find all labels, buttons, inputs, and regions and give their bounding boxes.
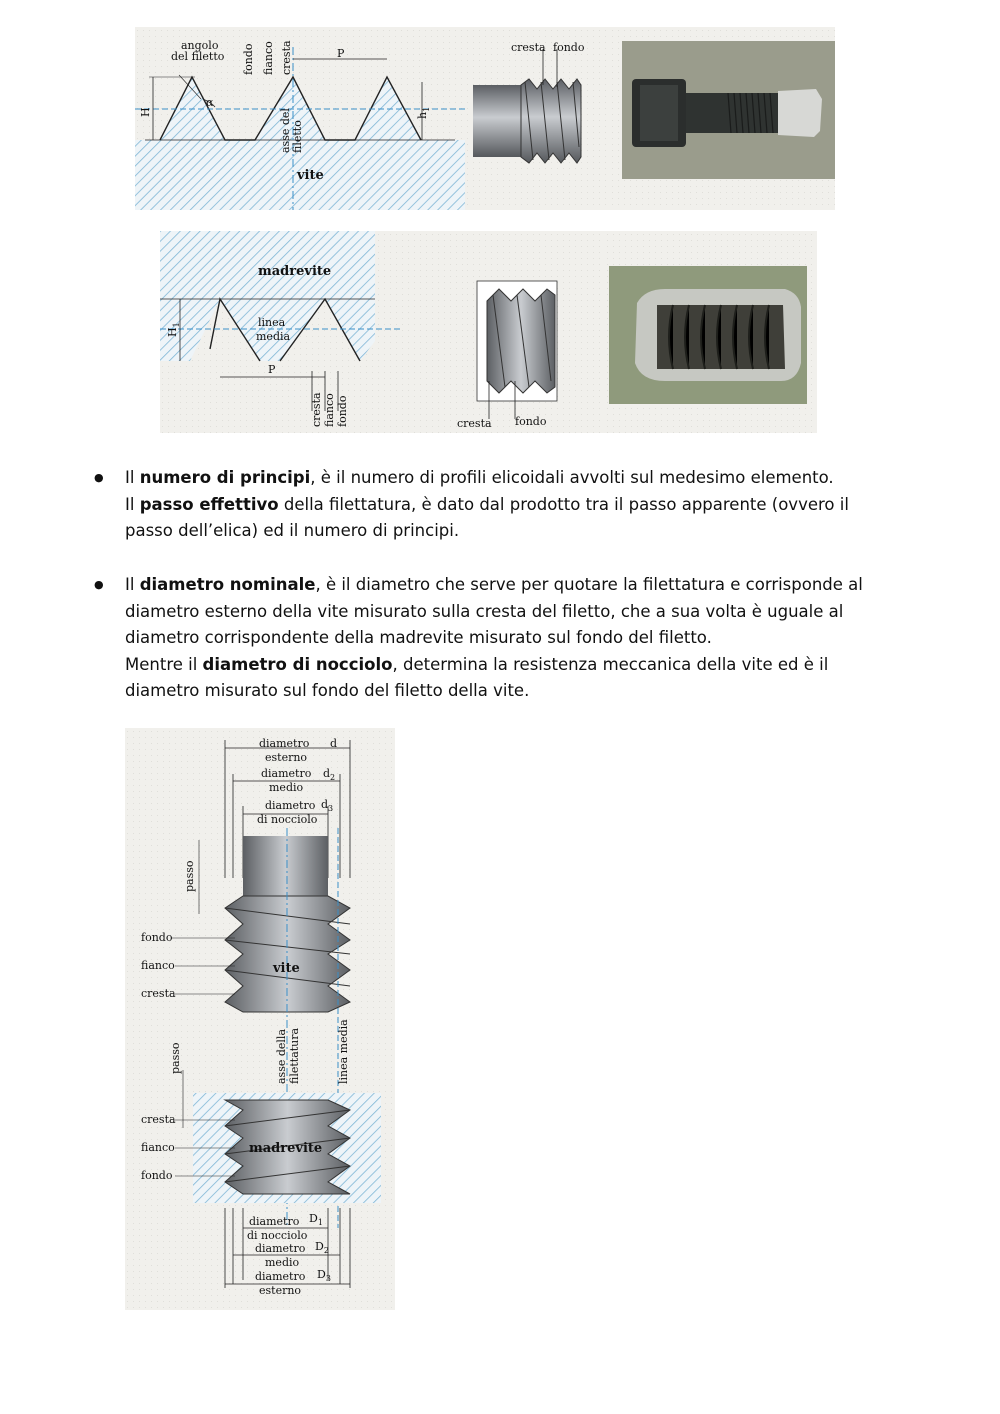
diametro-nocciolo-label-2: di nocciolo bbox=[257, 813, 318, 826]
axis-label-line2: filetto bbox=[291, 120, 304, 153]
text: Il bbox=[125, 468, 140, 487]
term-passo-effettivo: passo effettivo bbox=[139, 494, 279, 514]
diametro-D3-label: diametro bbox=[255, 1270, 306, 1283]
fondo-label: fondo bbox=[141, 931, 173, 944]
h1-label: $h_1$ bbox=[416, 106, 431, 119]
nut-photo bbox=[605, 231, 817, 433]
passo-label-2: passo bbox=[169, 1042, 182, 1074]
term-diametro-nominale: diametro nominale bbox=[139, 575, 316, 594]
cresta-label-2: cresta bbox=[141, 1113, 176, 1126]
madrevite-label: madrevite bbox=[258, 264, 332, 279]
fondo-label-2: fondo bbox=[141, 1169, 173, 1182]
axis-label-line1: asse del bbox=[279, 108, 292, 153]
fianco-label: fianco bbox=[262, 41, 275, 75]
symbol-d3: $d_3$ bbox=[321, 798, 334, 813]
thread-rod-illustration bbox=[465, 27, 610, 210]
symbol-d: d bbox=[330, 737, 338, 750]
diametro-esterno-label-2: esterno bbox=[265, 751, 308, 764]
bolt-photo bbox=[610, 27, 835, 210]
thread-profile-diagram bbox=[135, 27, 465, 210]
linea-label: linea bbox=[258, 316, 286, 329]
cresta-label: cresta bbox=[280, 40, 293, 75]
height-label: H bbox=[139, 107, 152, 117]
diametro-D3-label-2: esterno bbox=[259, 1284, 302, 1297]
text: , è il numero di profili elicoidali avvolti sul medesimo elemento. bbox=[310, 468, 834, 487]
linea-media-label: linea media bbox=[337, 1019, 350, 1084]
text: Il bbox=[125, 575, 140, 594]
alpha-symbol: α bbox=[206, 96, 214, 109]
nut-profile-diagram bbox=[160, 231, 465, 433]
passo-label: passo bbox=[183, 860, 196, 892]
cresta-label: cresta bbox=[141, 987, 176, 1000]
h1-label: $H_1$ bbox=[166, 322, 181, 337]
angle-label-line1: angolo bbox=[181, 39, 219, 52]
diametro-D2-label-2: medio bbox=[265, 1256, 300, 1269]
fianco-label: fianco bbox=[141, 959, 175, 972]
fianco-label: fianco bbox=[323, 393, 336, 427]
diametro-D1-label-2: di nocciolo bbox=[247, 1229, 308, 1242]
diametro-nocciolo-label: diametro bbox=[265, 799, 316, 812]
fondo-label: fondo bbox=[336, 395, 349, 427]
madrevite-label: madrevite bbox=[249, 1141, 323, 1156]
bullet-marker: ● bbox=[94, 471, 104, 484]
fondo-label: fondo bbox=[242, 43, 255, 75]
bullet-diametro-nominale bbox=[96, 572, 896, 705]
text: , è il diametro che serve per quotare la filettatura e corrisponde al diametro esterno della vite misurato sulla cresta del filetto, che a sua volta è uguale al diametro corrispondente della madrevite misurato sul fondo del filetto. bbox=[125, 575, 863, 647]
text: , determina la resistenza meccanica della vite ed è il diametro misurato sul fondo del filetto della vite. bbox=[125, 654, 829, 700]
media-label: media bbox=[256, 330, 291, 343]
cresta-label: cresta bbox=[457, 417, 492, 430]
text: della filettatura, è dato dal prodotto tra il passo apparente (ovvero il passo dell’elica) ed il numero di principi. bbox=[125, 494, 849, 540]
fianco-label-2: fianco bbox=[141, 1141, 175, 1154]
vite-label: vite bbox=[297, 168, 324, 183]
nut-section-illustration bbox=[457, 231, 605, 433]
symbol-D1: $D_1$ bbox=[309, 1212, 323, 1227]
pitch-label: P bbox=[268, 363, 276, 376]
fondo-label: fondo bbox=[553, 41, 585, 54]
diametro-medio-label-2: medio bbox=[269, 781, 304, 794]
asse-label-1: asse della bbox=[275, 1029, 288, 1084]
vite-label: vite bbox=[273, 961, 300, 976]
bullet-numero-principi bbox=[96, 465, 896, 545]
text: Il bbox=[125, 494, 140, 514]
text: Mentre il bbox=[125, 654, 203, 674]
diametro-esterno-label: diametro bbox=[259, 737, 310, 750]
cresta-label: cresta bbox=[511, 41, 546, 54]
term-diametro-di-nocciolo: diametro di nocciolo bbox=[202, 654, 393, 674]
diametro-medio-label: diametro bbox=[261, 767, 312, 780]
symbol-D2: $D_2$ bbox=[315, 1240, 329, 1255]
term-numero-di-principi: numero di principi bbox=[139, 468, 311, 487]
diametro-D1-label: diametro bbox=[249, 1215, 300, 1228]
diametro-D2-label: diametro bbox=[255, 1242, 306, 1255]
thread-diameters-diagram bbox=[125, 728, 395, 1310]
asse-label-2: filettatura bbox=[288, 1027, 301, 1084]
fondo-label: fondo bbox=[515, 415, 547, 428]
symbol-d2: $d_2$ bbox=[323, 767, 336, 782]
angle-label-line2: del filetto bbox=[171, 50, 225, 63]
cresta-label: cresta bbox=[310, 392, 323, 427]
pitch-label: P bbox=[337, 47, 345, 60]
symbol-D3: $D_3$ bbox=[317, 1268, 331, 1283]
bullet-marker: ● bbox=[94, 578, 104, 591]
